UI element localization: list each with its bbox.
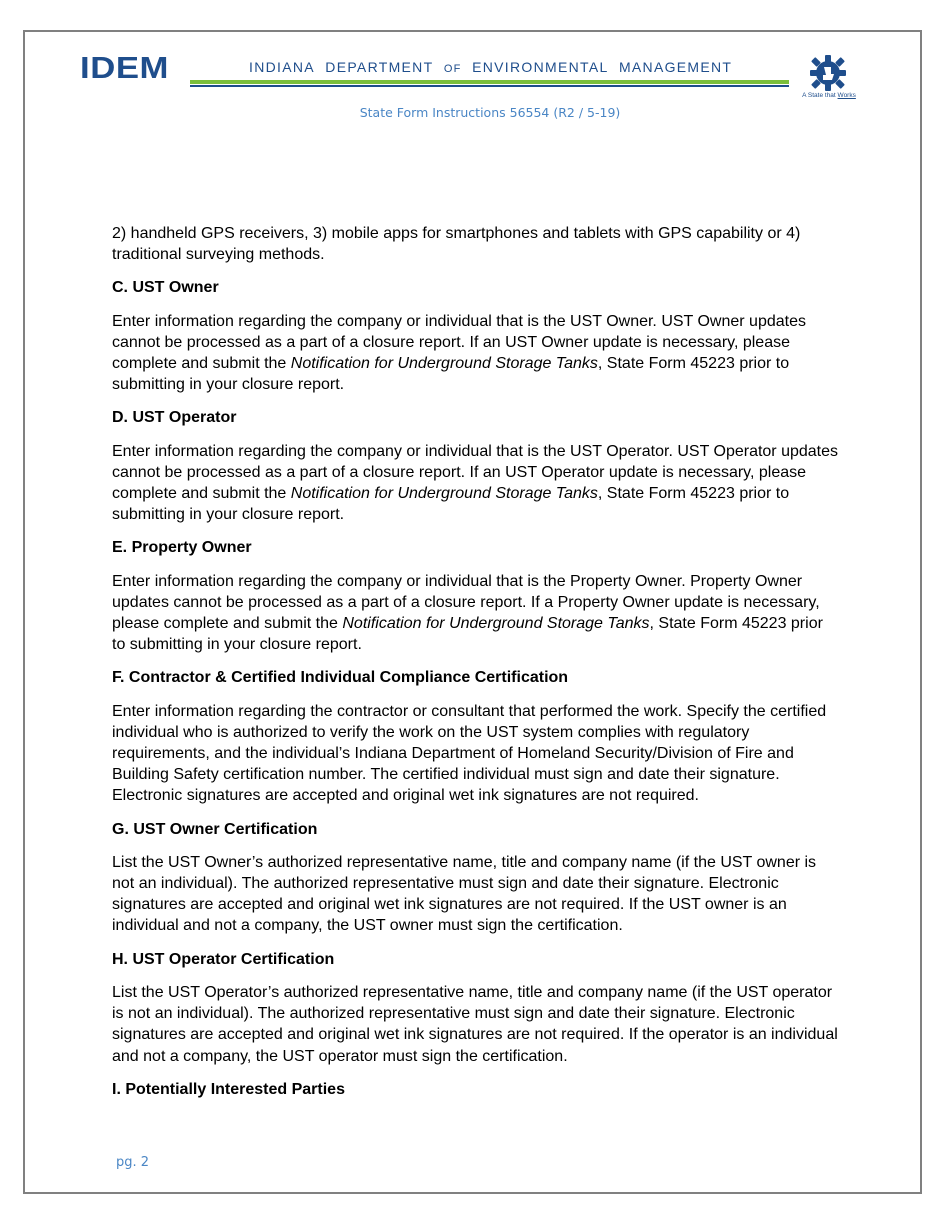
section-heading: D. UST Operator <box>112 409 237 427</box>
intro-paragraph: 2) handheld GPS receivers, 3) mobile apps for smartphones and tablets with GPS capability or 4) traditional surveying methods. <box>112 225 801 264</box>
section-paragraph: List the UST Operator’s authorized representative name, title and company name (if the UST operator is not an individual). The authorized representative must sign and date their signature. Electronic signatures are accepted and original wet ink signatures are not required. If the operator is an individual and not a company, the UST operator must sign the certification. <box>112 983 838 1065</box>
section-heading: C. UST Owner <box>112 279 219 297</box>
idem-logo: IDEM <box>80 50 170 85</box>
page-number: pg. 2 <box>116 1155 150 1170</box>
section-paragraph: Enter information regarding the company or individual that is the UST Operator. UST Operator updates cannot be processed as a part of a closure report. If an UST Operator update is necessary, please complete and submit the Notification for Underground Storage Tanks, State Form 45223 prior to submitting in your closure report. <box>112 442 839 524</box>
section-paragraph: Enter information regarding the company or individual that is the Property Owner. Property Owner updates cannot be processed as a part of a closure report. If a Property Owner update is necessary, please complete and submit the Notification for Underground Storage Tanks, State Form 45223 prior to submitting in your closure report. <box>112 572 823 654</box>
document-body <box>112 223 838 1112</box>
section-heading: E. Property Owner <box>112 539 252 557</box>
section-heading: G. UST Owner Certification <box>112 820 318 838</box>
department-name: INDIANA DEPARTMENT OF ENVIRONMENTAL MANAGEMENT <box>249 59 733 75</box>
tagline: A State that Works <box>802 92 856 99</box>
section-heading: H. UST Operator Certification <box>112 950 335 968</box>
header-rule-blue <box>190 85 789 87</box>
form-identifier: State Form Instructions 56554 (R2 / 5-19) <box>359 105 621 120</box>
section-heading: F. Contractor & Certified Individual Compliance Certification <box>112 669 569 687</box>
section-paragraph: Enter information regarding the contractor or consultant that performed the work. Specify the certified individual who is authorized to verify the work on the UST system complies with regulatory requirements, and the individual’s Indiana Department of Homeland Security/Division of Fire and Building Safety certification number. The certified individual must sign and date their signature. Electronic signatures are accepted and original wet ink signatures are not required. <box>112 702 827 805</box>
section-heading: I. Potentially Interested Parties <box>112 1080 345 1098</box>
section-paragraph: List the UST Owner’s authorized representative name, title and company name (if the UST owner is not an individual). The authorized representative must sign and date their signature. Electronic signatures are accepted and original wet ink signatures are not required. If the UST owner is an individual and not a company, the UST owner must sign the certification. <box>112 853 817 935</box>
header-rule-green <box>190 80 789 84</box>
section-paragraph: Enter information regarding the company or individual that is the UST Owner. UST Owner updates cannot be processed as a part of a closure report. If an UST Owner update is necessary, please complete and submit the Notification for Underground Storage Tanks, State Form 45223 prior to submitting in your closure report. <box>112 312 806 394</box>
